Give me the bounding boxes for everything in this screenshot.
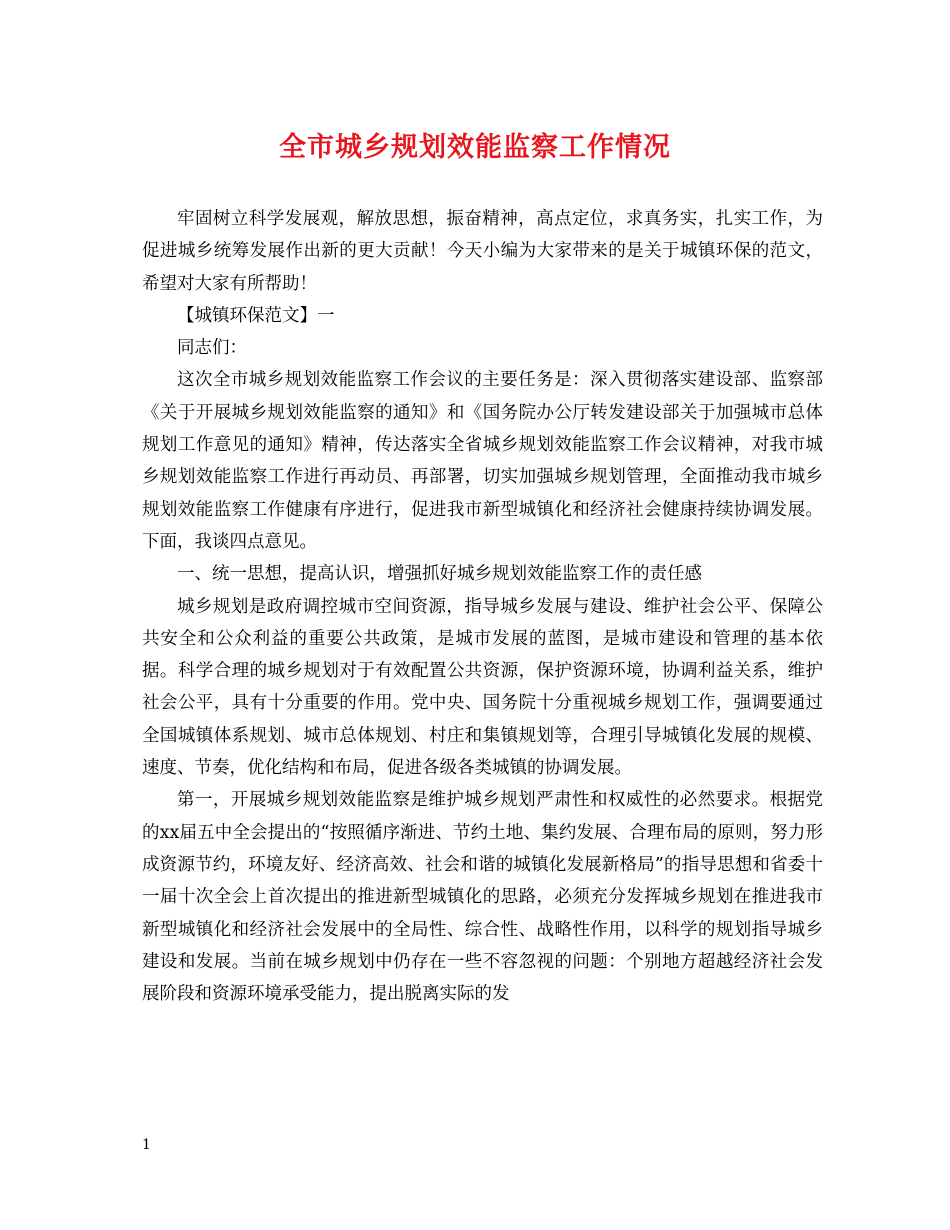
document-title: 全市城乡规划效能监察工作情况 [279,132,671,163]
paragraph-salutation: 同志们： [177,338,247,359]
paragraph-first-point: 第一，开展城乡规划效能监察是维护城乡规划严肃性和权威性的必然要求。根据党的xx届五中全会提出的“按照循序渐进、节约土地、集约发展、合理布局的原则，努力形成资源节约，环境友好、经济高效、社会和谐的城镇化发展新格局”的指导思想和省委十一届十次全会上首次提出的推进新型城镇化的思路，必须充分发挥城乡规划在推进我市新型城镇化和经济社会发展中的全局性、综合性、战略性作用，以科学的规划指导城乡建设和发展。当前在城乡规划中仍存在一些不容忽视的问题：个别地方超越经济社会发展阶段和资源环境承受能力，提出脱离实际的发 [142,790,823,1005]
document-body [142,203,823,1010]
paragraph-section-heading: 【城镇环保范文】一 [177,305,335,326]
paragraph-planning-role: 城乡规划是政府调控城市空间资源，指导城乡发展与建设、维护社会公平、保障公共安全和公众利益的重要公共政策，是城市发展的蓝图，是城市建设和管理的基本依据。科学合理的城乡规划对于有效配置公共资源，保护资源环境，协调利益关系，维护社会公平，具有十分重要的作用。党中央、国务院十分重视城乡规划工作，强调要通过全国城镇体系规划、城市总体规划、村庄和集镇规划等，合理引导城镇化发展的规模、速度、节奏，优化结构和布局，促进各级各类城镇的协调发展。 [142,596,823,779]
paragraph-meeting-tasks: 这次全市城乡规划效能监察工作会议的主要任务是：深入贯彻落实建设部、监察部《关于开展城乡规划效能监察的通知》和《国务院办公厅转发建设部关于加强城市总体规划工作意见的通知》精神，传达落实全省城乡规划效能监察工作会议精神，对我市城乡规划效能监察工作进行再动员、再部署，切实加强城乡规划管理，全面推动我市城乡规划效能监察工作健康有序进行，促进我市新型城镇化和经济社会健康持续协调发展。下面，我谈四点意见。 [142,370,823,552]
paragraph-point-one-heading: 一、统一思想，提高认识，增强抓好城乡规划效能监察工作的责任感 [177,564,702,585]
page-number: 1 [142,1137,151,1153]
paragraph-intro: 牢固树立科学发展观，解放思想，振奋精神，高点定位，求真务实，扎实工作，为促进城乡统筹发展作出新的更大贡献！今天小编为大家带来的是关于城镇环保的范文，希望对大家有所帮助！ [142,209,823,294]
